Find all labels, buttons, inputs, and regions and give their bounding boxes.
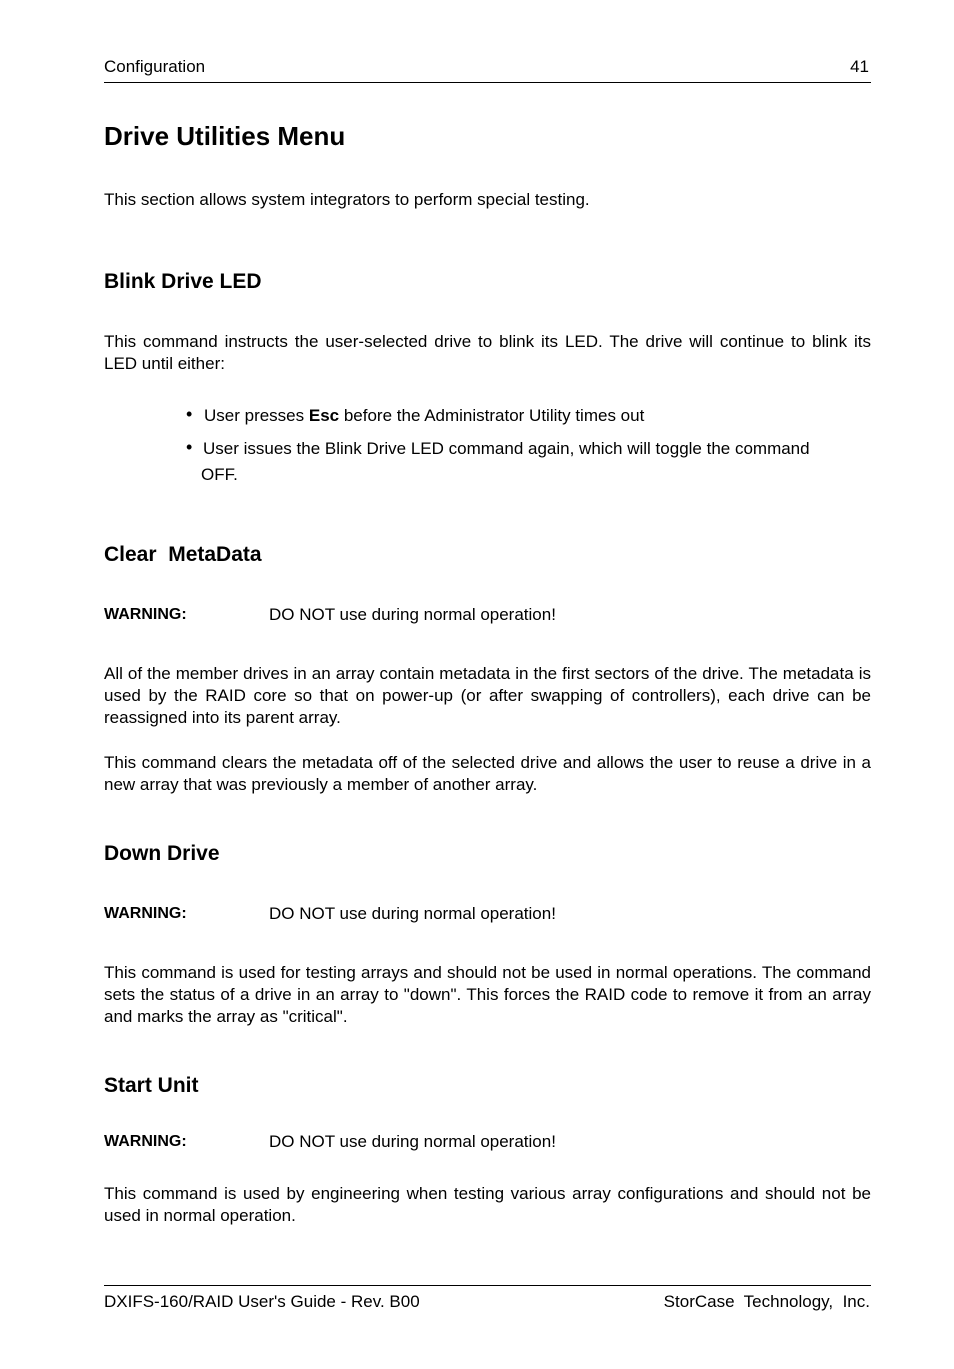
bullet-item-esc xyxy=(204,405,644,427)
bullet-text-after: before the Administrator Utility times out xyxy=(339,406,645,425)
warning-label: WARNING: xyxy=(104,606,187,623)
warning-text: DO NOT use during normal operation! xyxy=(269,904,556,923)
start-unit-heading: Start Unit xyxy=(104,1074,199,1097)
intro-text: This section allows system integrators to perform special testing. xyxy=(104,190,590,209)
start-unit-paragraph: This command is used by engineering when testing various array configurations and should not be used in normal operation. xyxy=(104,1184,871,1225)
bullet-icon: • xyxy=(186,437,193,457)
bullet-text-before: User presses xyxy=(204,406,309,425)
esc-key-label: Esc xyxy=(308,406,340,425)
footer-rule xyxy=(104,1285,871,1286)
bullet-icon: • xyxy=(186,404,193,424)
footer-document-title: DXIFS-160/RAID User's Guide - Rev. B00 xyxy=(104,1292,420,1311)
footer-company: StorCase Technology, Inc. xyxy=(663,1292,870,1311)
warning-text: DO NOT use during normal operation! xyxy=(269,605,556,624)
page-number: 41 xyxy=(850,57,869,76)
clear-metadata-paragraph-2: This command clears the metadata off of the selected drive and allows the user to reuse a drive in a new array that was previously a member of another array. xyxy=(104,753,871,794)
bullet-item-toggle-line1: User issues the Blink Drive LED command again, which will toggle the command xyxy=(203,439,810,458)
page-title: Drive Utilities Menu xyxy=(104,121,346,151)
down-drive-paragraph: This command is used for testing arrays and should not be used in normal operations. The command sets the status of a drive in an array to "down". This forces the RAID code to remove it from an array and marks the array as "critical". xyxy=(104,963,871,1026)
clear-metadata-heading: Clear MetaData xyxy=(104,543,262,566)
blink-drive-led-paragraph: This command instructs the user-selected drive to blink its LED. The drive will continue to blink its LED until either: xyxy=(104,332,871,373)
bullet-item-toggle-line2: OFF. xyxy=(201,465,238,484)
down-drive-heading: Down Drive xyxy=(104,842,220,865)
warning-label: WARNING: xyxy=(104,1133,187,1150)
clear-metadata-paragraph-1: All of the member drives in an array contain metadata in the first sectors of the drive. The metadata is used by the RAID core so that on power-up (or after swapping of controllers), each drive can be reassigned into its parent array. xyxy=(104,664,871,727)
warning-text: DO NOT use during normal operation! xyxy=(269,1132,556,1151)
blink-drive-led-heading: Blink Drive LED xyxy=(104,270,262,293)
running-header-section: Configuration xyxy=(104,57,206,76)
header-rule xyxy=(104,82,871,83)
warning-label: WARNING: xyxy=(104,905,187,922)
